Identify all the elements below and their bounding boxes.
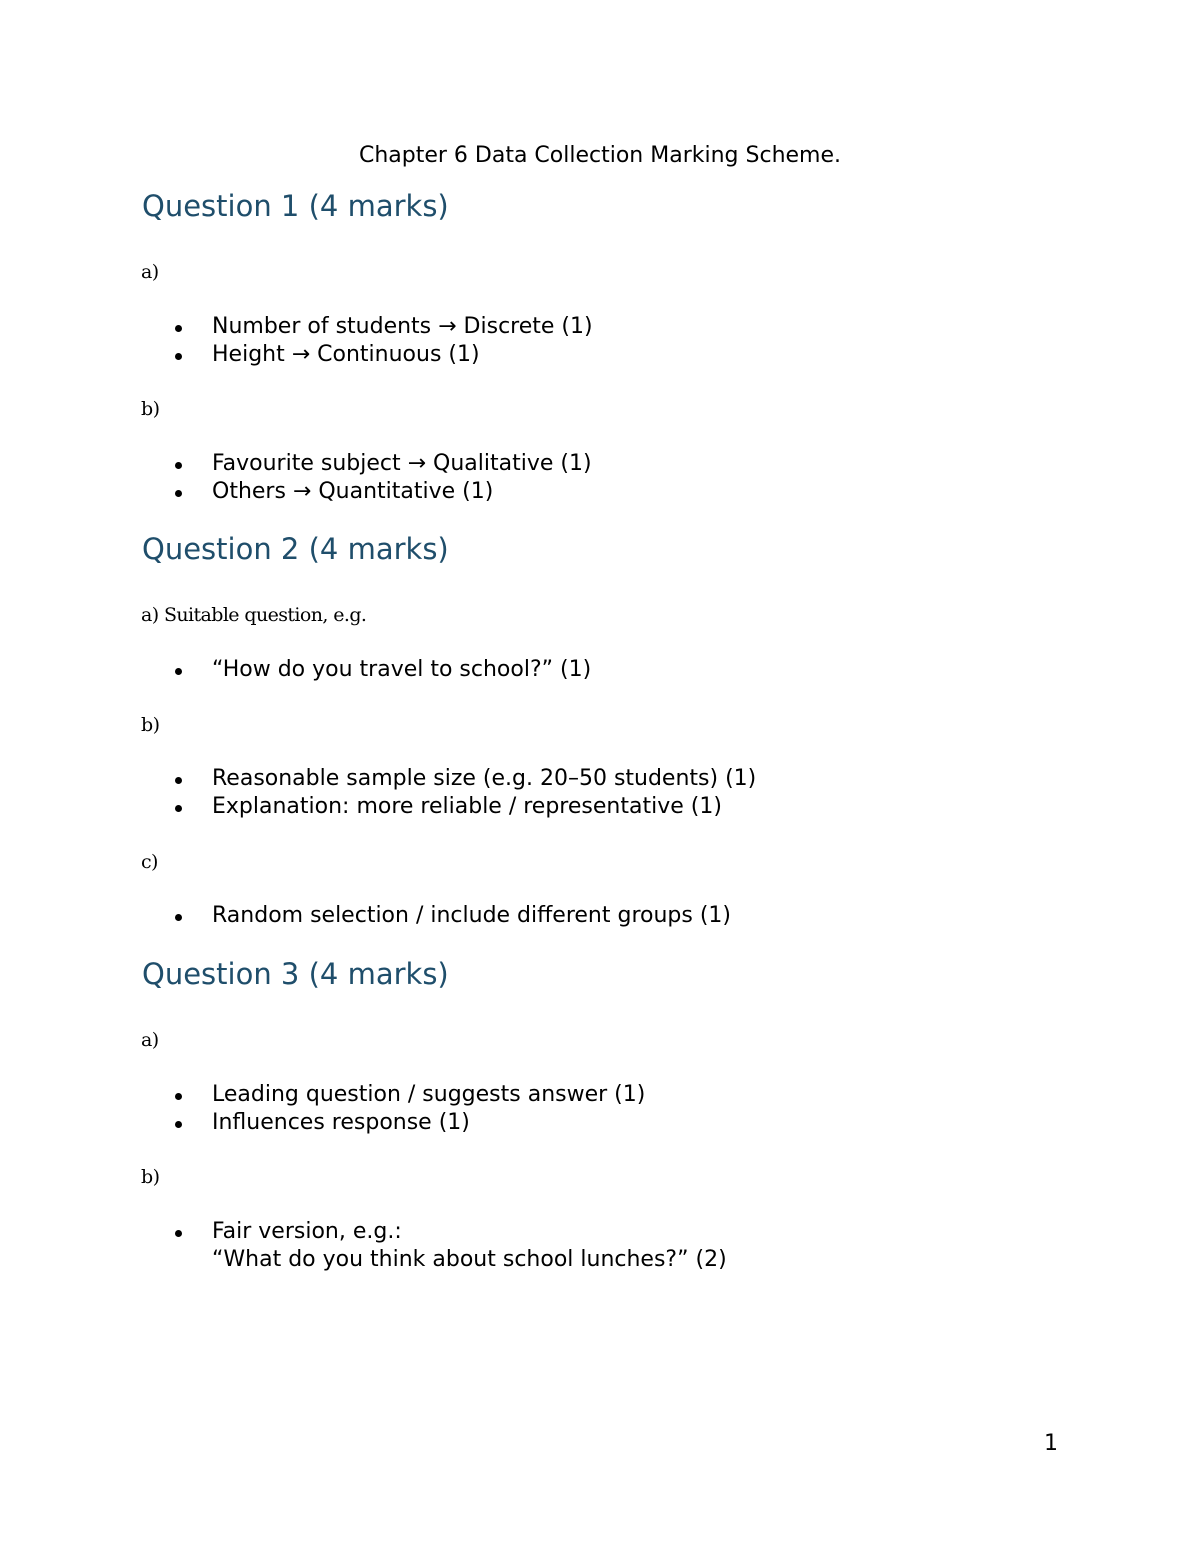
question-3-part-b-label: b)	[141, 1166, 160, 1188]
question-1-part-a-list	[0, 313, 593, 368]
question-2-part-c-label: c)	[141, 851, 158, 873]
bullet-icon	[175, 668, 182, 675]
question-1-part-b-list	[0, 450, 592, 505]
bullet-icon	[175, 462, 182, 469]
question-3-part-a-list	[0, 1081, 645, 1136]
list-item: Random selection / include different groups (1)	[0, 902, 731, 930]
bullet-icon	[175, 1093, 182, 1100]
bullet-icon	[175, 1230, 182, 1237]
question-2-part-a-list	[0, 656, 591, 684]
bullet-icon	[175, 914, 182, 921]
bullet-icon	[175, 1121, 182, 1128]
bullet-icon	[175, 777, 182, 784]
bullet-icon	[175, 325, 182, 332]
bullet-icon	[175, 490, 182, 497]
list-item: Number of students → Discrete (1)	[0, 313, 593, 341]
bullet-icon	[175, 353, 182, 360]
question-3-part-a-label: a)	[141, 1029, 159, 1051]
question-2-part-c-list	[0, 902, 731, 930]
list-item: Height → Continuous (1)	[0, 341, 593, 369]
list-item: Others → Quantitative (1)	[0, 478, 592, 506]
document-title: Chapter 6 Data Collection Marking Scheme.	[358, 143, 842, 168]
question-2-part-b-label: b)	[141, 714, 160, 736]
list-item: Leading question / suggests answer (1)	[0, 1081, 645, 1109]
question-1-heading: Question 1 (4 marks)	[142, 189, 449, 223]
question-1-part-a-label: a)	[141, 261, 159, 283]
question-1-part-b-label: b)	[141, 398, 160, 420]
question-2-part-b-list	[0, 765, 756, 820]
page-number: 1	[1044, 1431, 1058, 1456]
question-3-part-b-list	[0, 1218, 727, 1273]
list-item: Fair version, e.g.: “What do you think about school lunches?” (2)	[0, 1218, 727, 1273]
list-item: Reasonable sample size (e.g. 20–50 students) (1)	[0, 765, 756, 793]
bullet-icon	[175, 805, 182, 812]
list-item: “How do you travel to school?” (1)	[0, 656, 591, 684]
list-item: Influences response (1)	[0, 1109, 645, 1137]
question-2-part-a-label: a) Suitable question, e.g.	[141, 604, 367, 626]
list-item: Favourite subject → Qualitative (1)	[0, 450, 592, 478]
question-2-heading: Question 2 (4 marks)	[142, 532, 449, 566]
question-3-heading: Question 3 (4 marks)	[142, 957, 449, 991]
list-item: Explanation: more reliable / representative (1)	[0, 793, 756, 821]
